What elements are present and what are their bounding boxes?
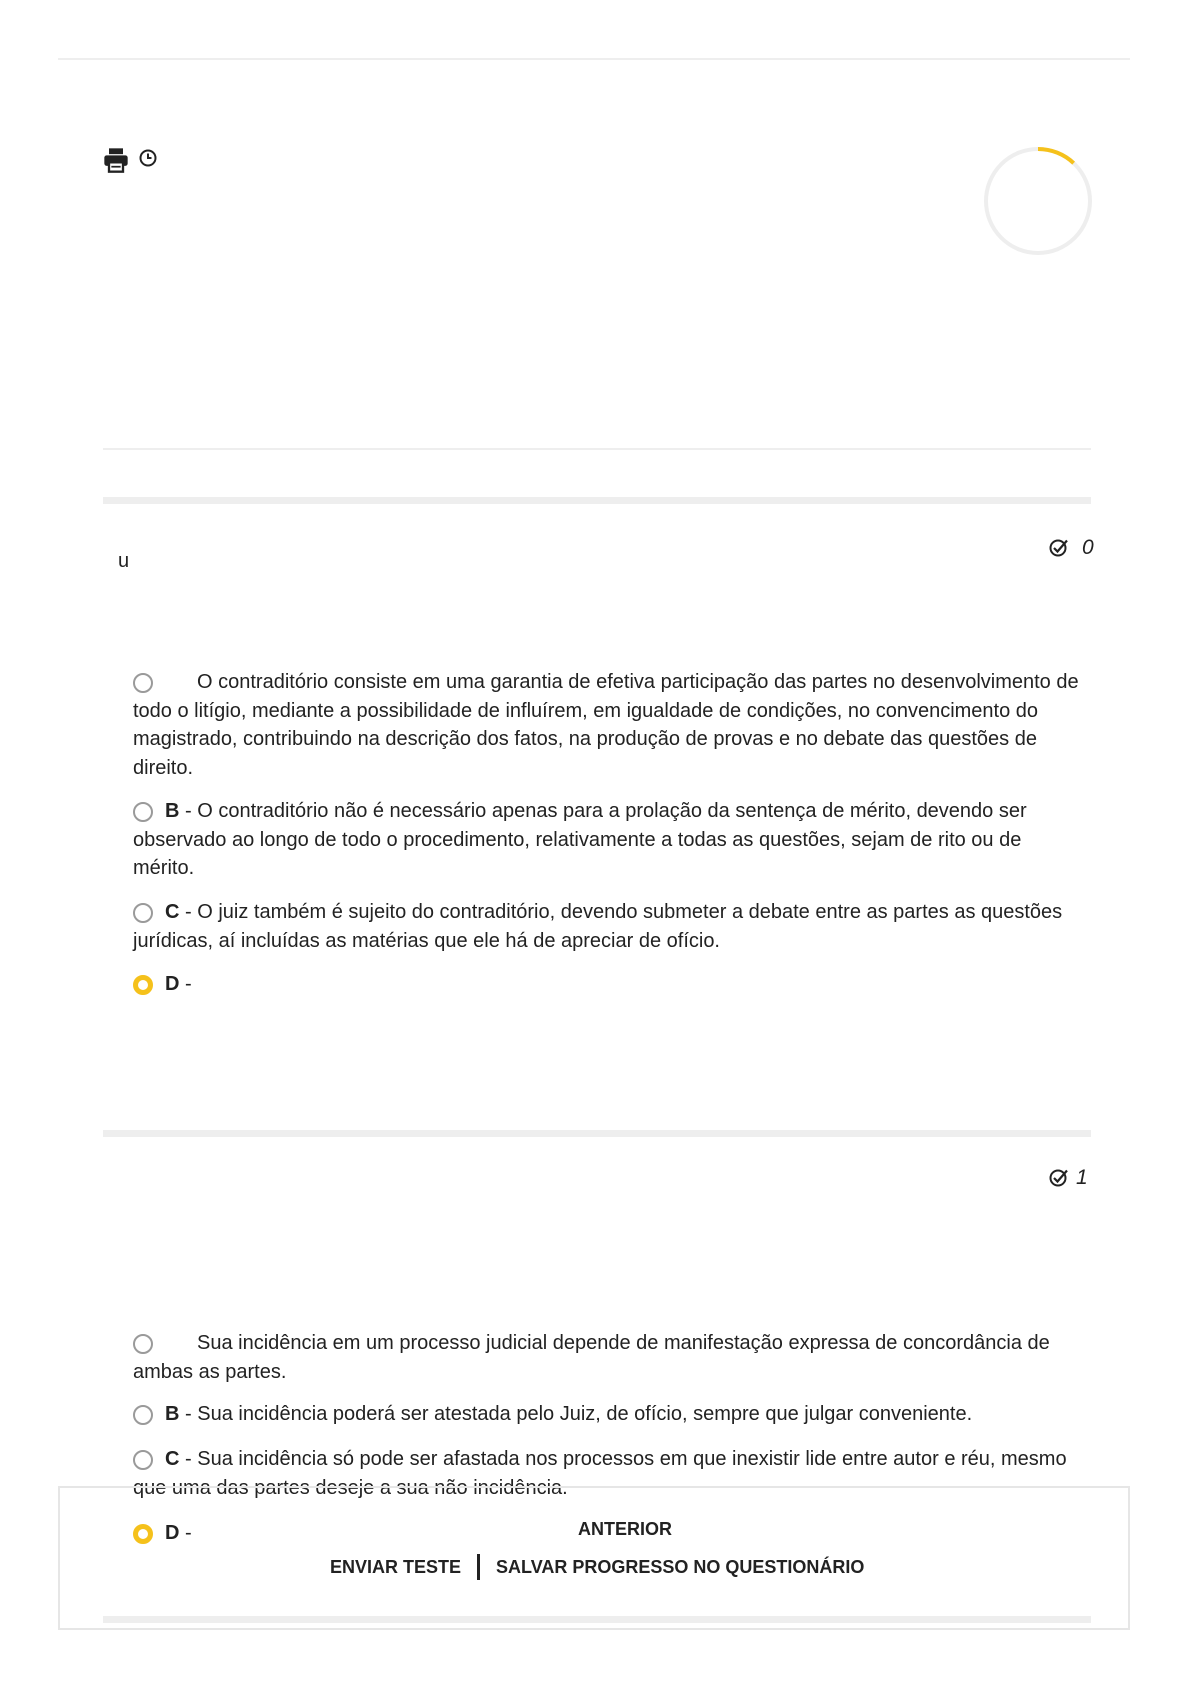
question1-option-c[interactable]	[133, 898, 1083, 955]
radio-button[interactable]	[133, 673, 153, 693]
option-letter: C	[165, 1448, 180, 1470]
footer-actions	[330, 1554, 864, 1580]
option-letter: D	[165, 973, 180, 995]
option-letter: C	[165, 901, 180, 923]
option-text: - Sua incidência só pode ser afastada nos processos em que inexistir lide entre autor e réu, mesmo que uma das partes deseje a sua não incidência.	[133, 1448, 1067, 1499]
option-text: O contraditório consiste em uma garantia de efetiva participação das partes no desenvolvimento de todo o litígio, mediante a possibilidade de influírem, em igualdade de condições, no convencimento do magistrado, contribuindo na descrição dos fatos, na produção de provas e no debate das questões de direito.	[133, 671, 1079, 779]
radio-button[interactable]	[133, 802, 153, 822]
check-circle-icon	[1048, 537, 1070, 559]
option-text: -	[179, 1522, 192, 1544]
submit-test-button[interactable]: ENVIAR TESTE	[330, 1556, 462, 1577]
option-letter: B	[165, 800, 180, 822]
option-text: - Sua incidência poderá ser atestada pelo Juiz, de ofício, sempre que julgar conveniente.	[179, 1403, 973, 1425]
question1-option-b[interactable]	[133, 797, 1083, 883]
question2-option-b[interactable]	[133, 1400, 1083, 1429]
radio-button[interactable]	[133, 1334, 153, 1354]
radio-button[interactable]	[133, 903, 153, 923]
question2-score-value: 1	[1076, 1166, 1088, 1189]
question1-text: u	[118, 550, 130, 572]
question2-top-bar	[103, 1130, 1091, 1137]
check-circle-icon	[1048, 1167, 1070, 1189]
question2-score	[1048, 1166, 1088, 1190]
save-progress-button[interactable]: SALVAR PROGRESSO NO QUESTIONÁRIO	[496, 1556, 865, 1577]
bottom-bar	[103, 1616, 1091, 1623]
question1-option-d[interactable]	[133, 970, 1083, 999]
radio-button[interactable]	[133, 1405, 153, 1425]
clock-icon[interactable]	[138, 148, 158, 168]
option-letter: B	[165, 1403, 180, 1425]
question2-option-a[interactable]	[133, 1329, 1083, 1386]
previous-button[interactable]: ANTERIOR	[578, 1519, 672, 1539]
option-text: -	[179, 973, 192, 995]
question1-score-value: 0	[1082, 536, 1094, 559]
option-text: - O juiz também é sujeito do contraditório, devendo submeter a debate entre as partes as questões jurídicas, aí incluídas as matérias que ele há de apreciar de ofício.	[133, 901, 1063, 952]
top-divider	[58, 58, 1130, 60]
question1-top-bar	[103, 497, 1091, 504]
option-letter: D	[165, 1522, 180, 1544]
print-icon[interactable]	[102, 146, 130, 174]
option-text: - O contraditório não é necessário apenas para a prolação da sentença de mérito, devendo ser observado ao longo de todo o procedimento, relativamente a todas as questões, sejam de rito ou de mérito.	[133, 800, 1027, 879]
separator	[477, 1554, 480, 1580]
question1-score	[1048, 536, 1094, 560]
radio-button[interactable]	[133, 1450, 153, 1470]
option-text: Sua incidência em um processo judicial depende de manifestação expressa de concordância de ambas as partes.	[133, 1332, 1050, 1383]
header-divider	[103, 448, 1091, 450]
question1-option-a[interactable]	[133, 668, 1083, 782]
progress-ring	[983, 146, 1093, 256]
radio-button-selected[interactable]	[133, 975, 153, 995]
